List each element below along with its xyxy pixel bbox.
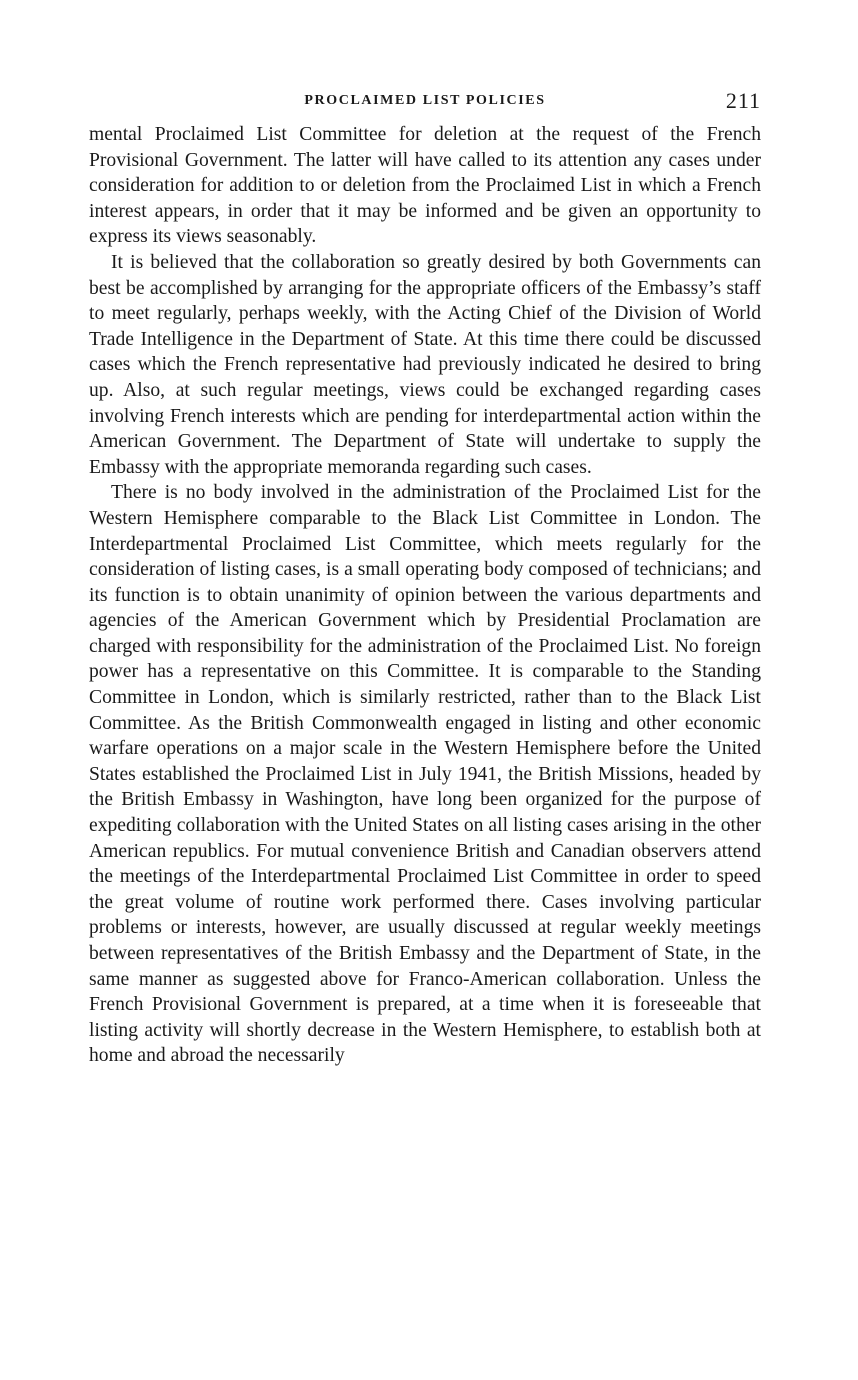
paragraph-collaboration: It is believed that the collaboration so greatly desired by both Governments can best be accomplished by arranging for the appropriate officers of the Embassy’s staff to meet regularly, perhaps weekly, with the Acting Chief of the Division of World Trade Intelligence in the Department of State. At this time there could be discussed cases which the French representative had previously indicated he desired to bring up. Also, at such regular meetings, views could be exchanged regarding cases involving French interests which are pending for interdepartmental action within the American Government. The Department of State will undertake to supply the Embassy with the appropriate memoranda regarding such cases. — [89, 251, 761, 478]
running-head — [89, 88, 761, 114]
document-page — [89, 88, 761, 1069]
page-number: 211 — [725, 88, 761, 113]
running-title: PROCLAIMED LIST POLICIES — [304, 93, 546, 108]
body-text — [89, 122, 761, 1069]
paragraph-administration: There is no body involved in the administration of the Proclaimed List for the Western Hemisphere comparable to the Black List Committee in London. The Interdepartmental Proclaimed List Committee, which meets regularly for the consideration of listing cases, is a small operating body composed of technicians; and its function is to obtain unanimity of opinion between the various departments and agencies of the American Government which by Presidential Proclamation are charged with responsibility for the administration of the Proclaimed List. No foreign power has a representative on this Committee. It is comparable to the Standing Committee in London, which is similarly restricted, rather than to the Black List Committee. As the British Commonwealth engaged in listing and other economic warfare operations on a major scale in the Western Hemisphere before the United States established the Proclaimed List in July 1941, the British Missions, headed by the British Embassy in Washington, have long been organized for the purpose of expediting collaboration with the United States on all listing cases arising in the other American republics. For mutual convenience British and Canadian observers attend the meetings of the Interdepartmental Proclaimed List Committee in order to speed the great volume of routine work performed there. Cases involving particular problems or interests, however, are usually discussed at regular weekly meetings between representatives of the British Embassy and the Department of State, in the same manner as suggested above for Franco-American collaboration. Unless the French Provisional Government is prepared, at a time when it is foreseeable that listing activity will shortly decrease in the Western Hemisphere, to establish both at home and abroad the necessarily — [89, 482, 761, 1067]
paragraph-continued: mental Proclaimed List Committee for deletion at the request of the French Provisional Government. The latter will have called to its attention any cases under consideration for addition to or deletion from the Proclaimed List in which a French interest appears, in order that it may be informed and be given an opportunity to express its views seasonably. — [89, 124, 761, 248]
